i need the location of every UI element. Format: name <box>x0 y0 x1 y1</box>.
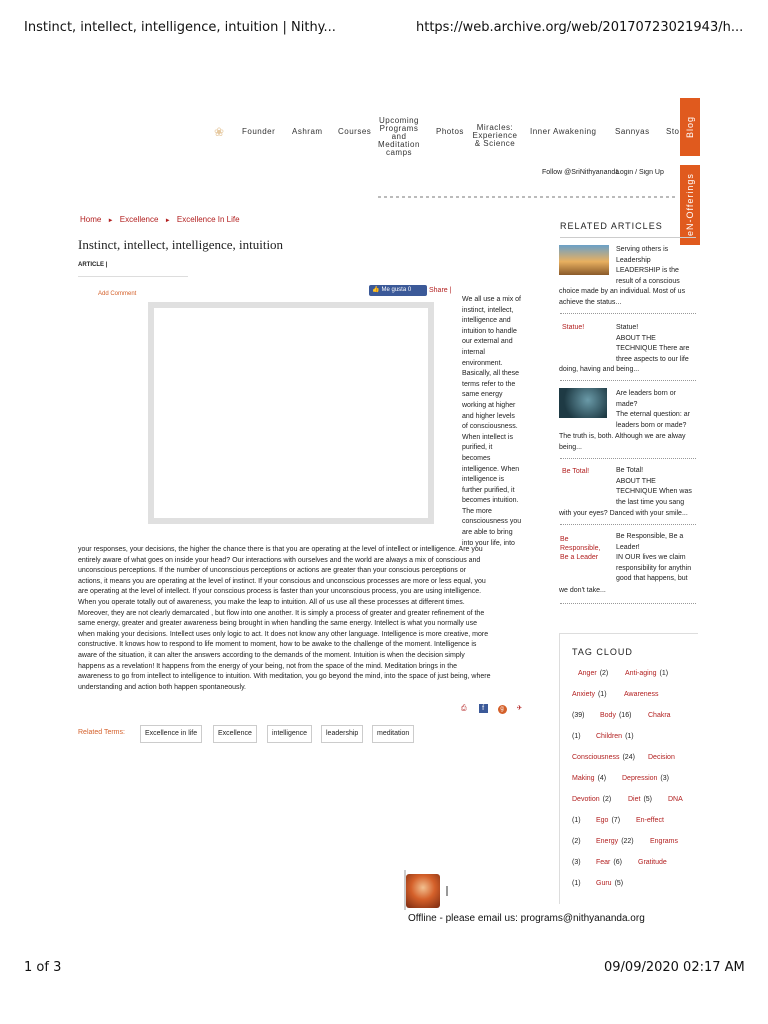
thumbs-up-icon: 👍 <box>372 287 380 293</box>
tag-count: (4) <box>597 775 607 782</box>
nav-founder[interactable]: Founder <box>242 127 276 136</box>
blog-tab[interactable]: Blog <box>680 98 700 156</box>
article-line: when making your decisions. Intellect uses only logic to act. It does not know any other language. Intelligence is more creative, more <box>78 630 489 638</box>
article-line: into your life, into <box>462 539 515 547</box>
related-term-excellence[interactable]: Excellence <box>213 725 257 743</box>
related-item-4-text[interactable]: Be Total! ABOUT THE TECHNIQUE When was the last time you sang <box>616 467 692 506</box>
tag-count: (39) <box>572 712 585 719</box>
tag-label[interactable]: Engrams <box>650 838 679 845</box>
tag-label[interactable]: Depression <box>622 775 658 782</box>
article-line: awareness to go from intellect to intelligence to intuition. With meditation, you go beyond the mind, into the space of just being, where <box>78 673 491 681</box>
tag-item[interactable] <box>650 838 678 845</box>
article-line: intuition to handle <box>462 327 517 335</box>
tag-label[interactable]: Guru <box>596 880 612 887</box>
article-line: understanding and action both happen spontaneously. <box>78 683 247 691</box>
tag-count: (3) <box>660 775 669 782</box>
related-item-5-excerpt: we don't take... <box>559 587 606 594</box>
article-line: When intellect is <box>462 433 513 441</box>
divider <box>560 313 696 314</box>
article-line: The more <box>462 507 492 515</box>
tag-item <box>572 712 584 719</box>
tag-label[interactable]: Children <box>596 733 623 740</box>
article-line: internal <box>462 348 485 356</box>
tag-item[interactable] <box>648 712 671 719</box>
related-item-3-text[interactable]: Are leaders born or made? The eternal question: ar leaders born or made? <box>616 390 690 429</box>
tag-item[interactable] <box>622 775 669 782</box>
page-title: Instinct, intellect, intelligence, intuition <box>78 237 284 252</box>
tag-label[interactable]: Fear <box>596 859 611 866</box>
related-item-2-excerpt: doing, having and being... <box>559 366 640 373</box>
article-line: working at higher <box>462 401 516 409</box>
tag-count: (6) <box>613 859 622 866</box>
article-line: terms refer to the <box>462 380 516 388</box>
tag-cloud-heading: TAG CLOUD <box>572 647 633 657</box>
chat-avatar[interactable] <box>406 874 440 908</box>
tag-label[interactable]: Anti-aging <box>625 670 657 677</box>
tag-count: (22) <box>621 838 634 845</box>
tag-label[interactable]: DNA <box>668 796 683 803</box>
google-plus-icon[interactable]: g <box>498 705 507 714</box>
tag-item[interactable] <box>596 838 634 845</box>
tag-item[interactable] <box>648 754 675 761</box>
tag-item[interactable] <box>596 733 634 740</box>
tag-item[interactable] <box>578 670 608 677</box>
tag-count: (3) <box>572 859 581 866</box>
related-item-1-excerpt: choice made by an individual. Most of us achieve the status... <box>559 288 686 306</box>
related-item-5-text[interactable]: Be Responsible, Be a Leader! IN OUR lives we claim responsibility for anythin good that happens, but <box>616 533 692 582</box>
article-line: becomes <box>462 454 491 462</box>
related-term-meditation[interactable]: meditation <box>372 725 414 743</box>
article-meta: ARTICLE | <box>78 262 108 268</box>
facebook-icon[interactable]: f <box>479 704 488 713</box>
article-line: constructive. It knows how to respond to life moment to moment, how to be awake to the challenge of the moment. Intelligence is <box>78 641 477 649</box>
share-icons <box>461 704 522 714</box>
article-line: same energy, greater and greater awareness being brought in when handling the same energy. Intellect is what you normally use <box>78 620 477 628</box>
print-page-title: Instinct, intellect, intelligence, intuition | Nithy... <box>24 20 336 35</box>
article-line: further purified, it <box>462 486 515 494</box>
print-page-url: https://web.archive.org/web/20170723021943/h... <box>416 20 744 35</box>
tag-item[interactable] <box>572 796 611 803</box>
nav-upcoming-programs[interactable]: Upcoming Programs and Meditation camps <box>378 116 420 157</box>
article-body <box>78 545 528 693</box>
chat-status[interactable]: Offline - please email us: programs@nithyananda.org <box>408 913 645 924</box>
breadcrumb-excellence[interactable]: Excellence <box>119 215 159 224</box>
tag-item <box>572 817 581 824</box>
follow-link[interactable]: Follow @SriNithyananda <box>542 169 620 176</box>
article-line: your responses, your decisions, the higher the chance there is that you are operating at the level of intellect or intelligence. Are you <box>78 546 483 553</box>
related-thumb-statue[interactable]: Statue! <box>562 324 585 331</box>
related-thumb-leaders-born[interactable] <box>559 388 607 418</box>
related-thumb-be-total[interactable]: Be Total! <box>562 468 590 475</box>
tag-item[interactable] <box>668 796 683 803</box>
tag-label[interactable]: Awareness <box>624 691 659 698</box>
tag-count: (1) <box>572 880 581 887</box>
divider <box>560 458 696 459</box>
tag-label[interactable]: Gratitude <box>638 859 667 866</box>
home-lotus-icon[interactable]: ❀ <box>214 125 225 139</box>
nav-miracles[interactable]: Miracles: Experience & Science <box>472 123 518 148</box>
chat-bracket-right <box>446 886 448 896</box>
breadcrumb-home[interactable]: Home <box>80 215 102 224</box>
divider <box>560 237 696 238</box>
tag-item <box>572 859 581 866</box>
tag-item[interactable] <box>596 859 622 866</box>
share-link[interactable]: Share | <box>429 287 452 294</box>
tag-count: (24) <box>622 754 635 761</box>
article-line: purified, it <box>462 444 493 452</box>
tag-item[interactable] <box>572 775 606 782</box>
article-line: entirely aware of what goes on inside your head? Our interactions with ourselves and the world are always a mix of conscious and <box>78 556 481 564</box>
article-line: and higher levels <box>462 412 515 420</box>
add-comment-link[interactable]: Add Comment <box>98 291 137 297</box>
tag-item[interactable] <box>600 712 631 719</box>
article-line: actions, it means you are operating at the level of instinct. If your conscious and unconscious processes are more or less equal, you <box>78 577 486 585</box>
tag-label[interactable]: Diet <box>628 796 641 803</box>
tag-item <box>572 733 581 740</box>
related-thumb-be-responsible[interactable]: Be Responsible, Be a Leader <box>560 536 601 561</box>
tag-label[interactable]: Anxiety <box>572 691 595 698</box>
tag-label[interactable]: Chakra <box>648 712 671 719</box>
breadcrumb-chevron-icon: ► <box>164 218 171 224</box>
article-line: Moreover, they are not clearly demarcated , but flow into one another. It is simply a process of greater and greater refinement of the <box>78 609 485 617</box>
tag-item[interactable] <box>625 670 668 677</box>
tag-count: (1) <box>659 670 669 677</box>
related-terms-label: Related Terms: <box>78 729 125 736</box>
chat-bracket-left <box>404 870 406 910</box>
article-line: When you operate totally out of awareness, you make the leap to intuition. All of us use all these processes at different times. <box>78 598 465 606</box>
tag-count: (7) <box>611 817 621 824</box>
tag-label[interactable]: En-effect <box>636 817 664 824</box>
related-item-3-excerpt: The truth is, both. Although we are alway being... <box>559 433 686 451</box>
breadcrumb <box>80 215 240 224</box>
related-term-leadership[interactable]: leadership <box>321 725 363 743</box>
tag-count: (1) <box>625 733 634 740</box>
article-line: our external and <box>462 338 513 346</box>
article-body-column <box>462 295 530 549</box>
article-line: aware of the situation, it can alter the answers according to the demands of the moment. Intuition is when the decision simply <box>78 651 465 659</box>
tag-label[interactable]: Consciousness <box>572 754 620 761</box>
tag-count: (16) <box>618 712 632 719</box>
related-term-excellence-in-life[interactable]: Excellence in life <box>140 725 202 743</box>
twitter-icon[interactable]: ✈ <box>516 705 523 712</box>
tag-count: (2) <box>572 838 581 845</box>
article-image-frame <box>148 302 434 524</box>
article-line: Basically, all these <box>462 370 520 378</box>
divider <box>78 276 188 277</box>
tag-label[interactable]: Ego <box>596 817 609 824</box>
tag-label[interactable]: Energy <box>596 838 619 845</box>
related-articles-heading: RELATED ARTICLES <box>560 221 663 231</box>
divider <box>560 603 696 604</box>
article-line: environment. <box>462 359 503 367</box>
related-term-intelligence[interactable]: intelligence <box>267 725 312 743</box>
login-link[interactable]: Login / Sign Up <box>616 169 664 176</box>
tag-item[interactable] <box>628 796 652 803</box>
tag-label[interactable]: Devotion <box>572 796 600 803</box>
tag-item[interactable] <box>624 691 659 698</box>
tag-label[interactable]: Making <box>572 775 595 782</box>
tag-item[interactable] <box>636 817 664 824</box>
print-icon[interactable]: ⎙ <box>461 705 467 712</box>
cut-off-text-line <box>378 196 678 198</box>
related-item-2-text[interactable]: Statue! ABOUT THE TECHNIQUE There are three aspects to our life <box>616 324 690 363</box>
article-line: same energy <box>462 391 503 399</box>
article-line: intelligence. When <box>462 465 520 473</box>
tag-item[interactable] <box>638 859 667 866</box>
related-item-4-excerpt: with your eyes? Danced with your smile... <box>559 510 688 517</box>
article-line: intelligence is <box>462 476 505 484</box>
divider <box>560 524 696 525</box>
tag-count: (1) <box>572 817 581 824</box>
article-line: unconscious perceptions. If the number of unconscious perceptions or actions are greater than your conscious perceptions or <box>78 567 466 575</box>
related-thumb-serving-others[interactable] <box>559 245 609 275</box>
tag-count: (1) <box>597 691 607 698</box>
en-offerings-tab[interactable]: eN-Offerings <box>680 165 700 245</box>
article-line: are operating at the level of intellect. If your conscious process is faster than your unconscious process, you are using intelligence. <box>78 588 482 596</box>
facebook-like-button[interactable]: 👍 Me gusta 0 <box>369 285 427 296</box>
tag-label[interactable]: Decision <box>648 754 675 761</box>
article-image <box>154 308 428 518</box>
related-item-1-text[interactable]: Serving others is Leadership LEADERSHIP is the result of a conscious <box>616 246 680 285</box>
nav-courses[interactable]: Courses <box>338 127 372 136</box>
tag-item <box>572 880 581 887</box>
tag-count: (5) <box>643 796 653 803</box>
article-line: We all use a mix of <box>462 296 522 303</box>
runners-silhouette-image <box>559 245 609 275</box>
article-line: happens as a revelation! It happens from the energy of your being, not from the space of the mind. Meditation brings in the <box>78 662 458 670</box>
breadcrumb-chevron-icon: ► <box>107 218 114 224</box>
nav-inner-awakening[interactable]: Inner Awakening <box>530 127 597 136</box>
print-page-number: 1 of 3 <box>24 960 62 975</box>
nav-photos[interactable]: Photos <box>436 127 464 136</box>
tag-item[interactable] <box>596 880 623 887</box>
tag-count: (2) <box>602 796 612 803</box>
article-line: consciousness you <box>462 518 522 526</box>
divider <box>560 380 696 381</box>
breadcrumb-excellence-in-life[interactable]: Excellence In Life <box>176 215 240 224</box>
nav-ashram[interactable]: Ashram <box>292 127 323 136</box>
tag-count: (2) <box>599 670 609 677</box>
tag-item[interactable] <box>596 817 620 824</box>
nav-stories[interactable]: Sto <box>666 127 680 136</box>
tag-item[interactable] <box>572 754 635 761</box>
tag-label[interactable]: Body <box>600 712 616 719</box>
tag-count: (1) <box>572 733 581 740</box>
nav-sannyas[interactable]: Sannyas <box>615 127 650 136</box>
article-line: instinct, intellect, <box>462 306 514 314</box>
article-line: becomes intuition. <box>462 497 519 505</box>
tag-label[interactable]: Anger <box>578 670 597 677</box>
print-datetime: 09/09/2020 02:17 AM <box>604 960 745 975</box>
tag-count: (5) <box>614 880 624 887</box>
article-line: are able to bring <box>462 529 513 537</box>
tag-item <box>572 838 581 845</box>
tag-item[interactable] <box>572 691 607 698</box>
article-line: intelligence and <box>462 317 511 325</box>
article-line: of consciousness. <box>462 423 518 431</box>
